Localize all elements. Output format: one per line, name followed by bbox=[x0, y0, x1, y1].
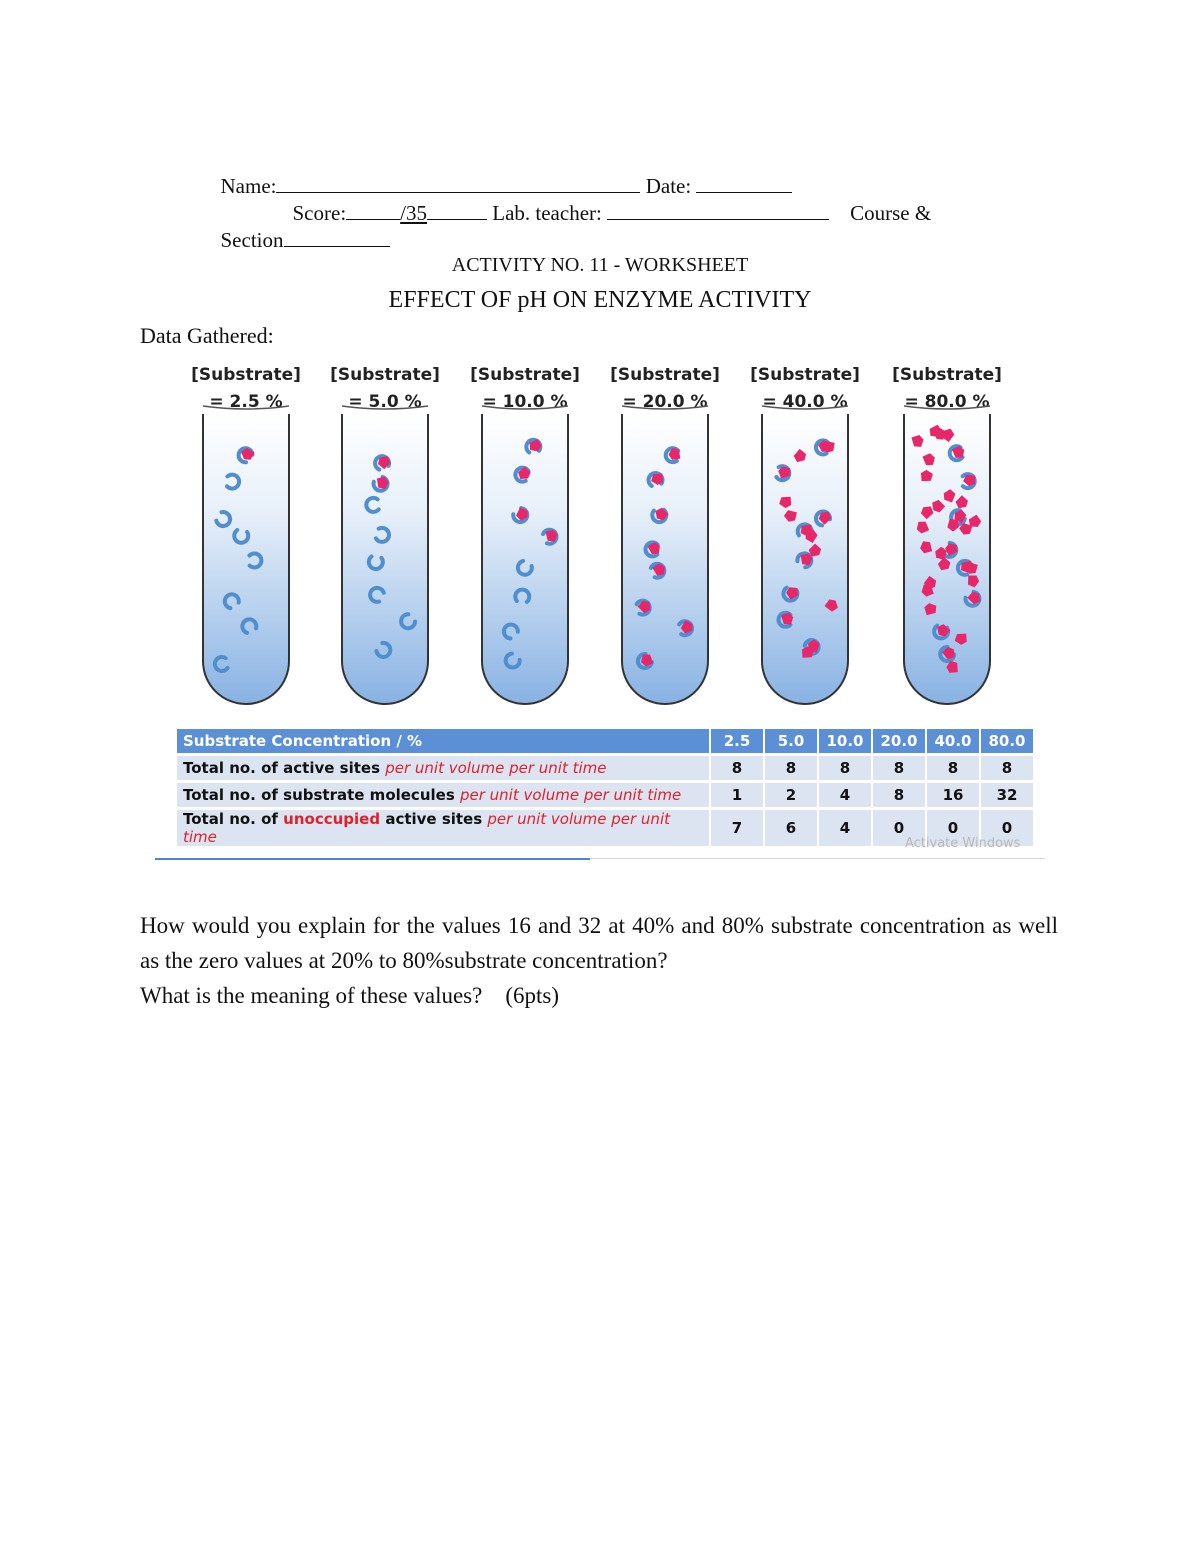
tube-label-concentration: = 2.5 % bbox=[209, 392, 283, 412]
figure-bottom-rule bbox=[155, 858, 590, 860]
table-cell: 0 bbox=[981, 810, 1033, 846]
lab-teacher-field[interactable] bbox=[607, 201, 829, 220]
row-label bbox=[177, 810, 709, 846]
table-cell: 8 bbox=[711, 756, 763, 780]
concentration-header: 40.0 bbox=[927, 729, 979, 753]
substrate-figure bbox=[155, 352, 1045, 862]
tube-bracket bbox=[203, 406, 289, 409]
row-label-text: active sites bbox=[380, 810, 488, 828]
section-field[interactable] bbox=[284, 228, 390, 247]
test-tube bbox=[482, 414, 568, 704]
score-label: Score: bbox=[292, 201, 347, 225]
row-label-unit: per unit volume per unit time bbox=[183, 810, 670, 846]
question-block bbox=[140, 908, 1058, 1013]
tube-label-top: [Substrate] bbox=[750, 365, 860, 385]
page-title: EFFECT OF pH ON ENZYME ACTIVITY bbox=[388, 287, 812, 313]
row-label bbox=[177, 756, 709, 780]
concentration-header: 80.0 bbox=[981, 729, 1033, 753]
row-label-text: Total no. of active sites bbox=[183, 759, 386, 777]
concentration-header: 10.0 bbox=[819, 729, 871, 753]
substrate-data-table bbox=[175, 726, 1035, 849]
figure-bottom-rule-grey bbox=[590, 858, 1045, 859]
tube-label-concentration: = 80.0 % bbox=[904, 392, 990, 412]
concentration-header: 5.0 bbox=[765, 729, 817, 753]
table-cell: 0 bbox=[873, 810, 925, 846]
table-cell: 8 bbox=[873, 783, 925, 807]
table-cell: 16 bbox=[927, 783, 979, 807]
tube-label-concentration: = 20.0 % bbox=[622, 392, 708, 412]
tube-label-top: [Substrate] bbox=[610, 365, 720, 385]
tube-bracket bbox=[622, 406, 708, 409]
tube-label-top: [Substrate] bbox=[892, 365, 1002, 385]
table-cell: 8 bbox=[765, 756, 817, 780]
table-cell: 8 bbox=[819, 756, 871, 780]
table-cell: 0 bbox=[927, 810, 979, 846]
activate-windows-watermark: Activate Windows bbox=[905, 836, 1021, 851]
tube-bracket bbox=[762, 406, 848, 409]
score-blank bbox=[427, 201, 487, 220]
date-label: Date: bbox=[645, 174, 692, 198]
table-cell: 32 bbox=[981, 783, 1033, 807]
row-label-highlight: unoccupied bbox=[283, 810, 381, 828]
lab-teacher-label: Lab. teacher: bbox=[492, 201, 602, 225]
table-cell: 4 bbox=[819, 783, 871, 807]
name-label: Name: bbox=[220, 174, 277, 198]
table-header-label: Substrate Concentration / % bbox=[177, 729, 709, 753]
tube-label-concentration: = 5.0 % bbox=[348, 392, 422, 412]
tube-bracket bbox=[482, 406, 568, 409]
course-label: Course & bbox=[850, 201, 932, 225]
table-cell: 8 bbox=[927, 756, 979, 780]
row-label bbox=[177, 783, 709, 807]
row-label-unit: per unit volume per unit time bbox=[385, 759, 607, 777]
row-label-text: Total no. of bbox=[183, 810, 284, 828]
question-line-3 bbox=[140, 978, 1058, 1013]
table-cell: 1 bbox=[711, 783, 763, 807]
table-cell: 8 bbox=[981, 756, 1033, 780]
table-cell: 7 bbox=[711, 810, 763, 846]
concentration-header: 2.5 bbox=[711, 729, 763, 753]
table-row bbox=[177, 756, 1033, 780]
concentration-header: 20.0 bbox=[873, 729, 925, 753]
question-meaning: What is the meaning of these values? bbox=[140, 983, 483, 1008]
score-total: /35 bbox=[400, 201, 427, 225]
question-points: (6pts) bbox=[505, 983, 559, 1008]
data-gathered-label: Data Gathered: bbox=[140, 323, 274, 348]
section-label: Section bbox=[220, 228, 284, 252]
test-tubes-illustration bbox=[155, 352, 1045, 722]
table-cell: 8 bbox=[873, 756, 925, 780]
tube-label-top: [Substrate] bbox=[470, 365, 580, 385]
activity-title: ACTIVITY NO. 11 - WORKSHEET bbox=[451, 254, 749, 276]
tube-bracket bbox=[904, 406, 990, 409]
table-cell: 4 bbox=[819, 810, 871, 846]
tube-label-top: [Substrate] bbox=[191, 365, 301, 385]
tube-label-top: [Substrate] bbox=[330, 365, 440, 385]
question-text: How would you explain for the values 16 and 32 at 40% and 80% substrate concentration as well as the zero values at 20% to 80%substrate concentration? bbox=[140, 913, 1058, 973]
table-cell: 6 bbox=[765, 810, 817, 846]
section-line bbox=[210, 200, 390, 254]
row-label-unit: per unit volume per unit time bbox=[459, 786, 682, 804]
table-row bbox=[177, 783, 1033, 807]
table-cell: 2 bbox=[765, 783, 817, 807]
tube-label-concentration: = 40.0 % bbox=[762, 392, 848, 412]
tube-bracket bbox=[342, 406, 428, 409]
tube-label-concentration: = 10.0 % bbox=[482, 392, 568, 412]
table-header-row bbox=[177, 729, 1033, 753]
row-label-text: Total no. of substrate molecules bbox=[183, 786, 460, 804]
